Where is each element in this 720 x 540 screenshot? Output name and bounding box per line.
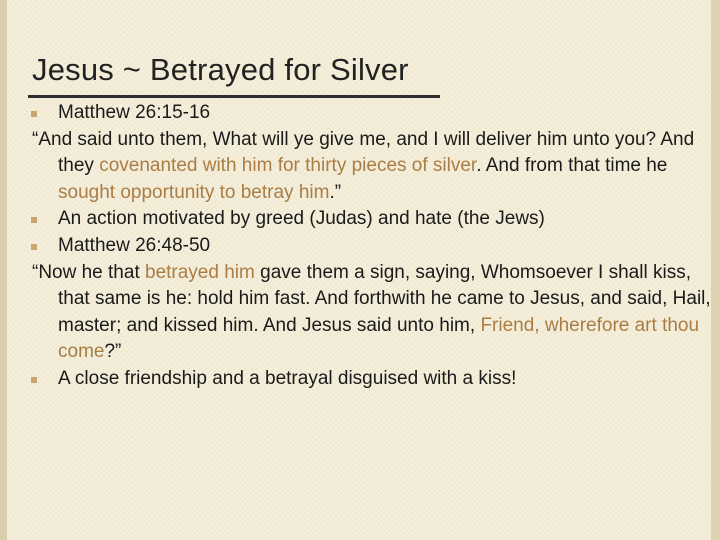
square-bullet-icon (31, 111, 37, 117)
quote-text: gave them a sign, saying, Whomsoever I shall kiss, that same is he: hold him fast. And forthwith he came to Jesus, and said, Hail, master; and kissed him. And Jesus said unto him, (58, 261, 711, 336)
bullet-item-matthew-26-48 (32, 233, 712, 260)
quote-text: “Now he that (32, 261, 145, 283)
bullet-text: Matthew 26:48-50 (58, 234, 211, 256)
bullet-item-matthew-26-15 (32, 100, 712, 127)
bullet-item-motivation (32, 206, 712, 233)
bullet-text: Matthew 26:15-16 (58, 102, 211, 123)
highlighted-phrase: covenanted with him for thirty pieces of silver (99, 155, 477, 177)
quote-text: ?” (104, 341, 122, 363)
slide-body (32, 100, 712, 393)
scripture-quote-1 (32, 127, 712, 207)
bullet-text: A close friendship and a betrayal disguised with a kiss! (58, 367, 517, 389)
quote-text: .” (329, 181, 342, 203)
title-underline (28, 95, 440, 98)
quote-text: . And from that time he (476, 155, 668, 177)
bullet-text: An action motivated by greed (Judas) and hate (the Jews) (58, 208, 545, 230)
quote-text: “And said unto them, What will ye give me, and I will deliver him unto you? And they (32, 128, 695, 177)
square-bullet-icon (31, 377, 37, 383)
square-bullet-icon (31, 217, 37, 223)
highlighted-phrase: betrayed him (145, 261, 255, 283)
left-border-strip (0, 0, 7, 540)
right-border-strip (711, 0, 720, 540)
highlighted-phrase: Friend, wherefore art thou come (58, 314, 700, 363)
scripture-quote-2 (32, 260, 712, 366)
slide-title: Jesus ~ Betrayed for Silver (32, 52, 409, 87)
highlighted-phrase: sought opportunity to betray him (58, 181, 330, 203)
bullet-item-friendship (32, 366, 712, 393)
square-bullet-icon (31, 244, 37, 250)
